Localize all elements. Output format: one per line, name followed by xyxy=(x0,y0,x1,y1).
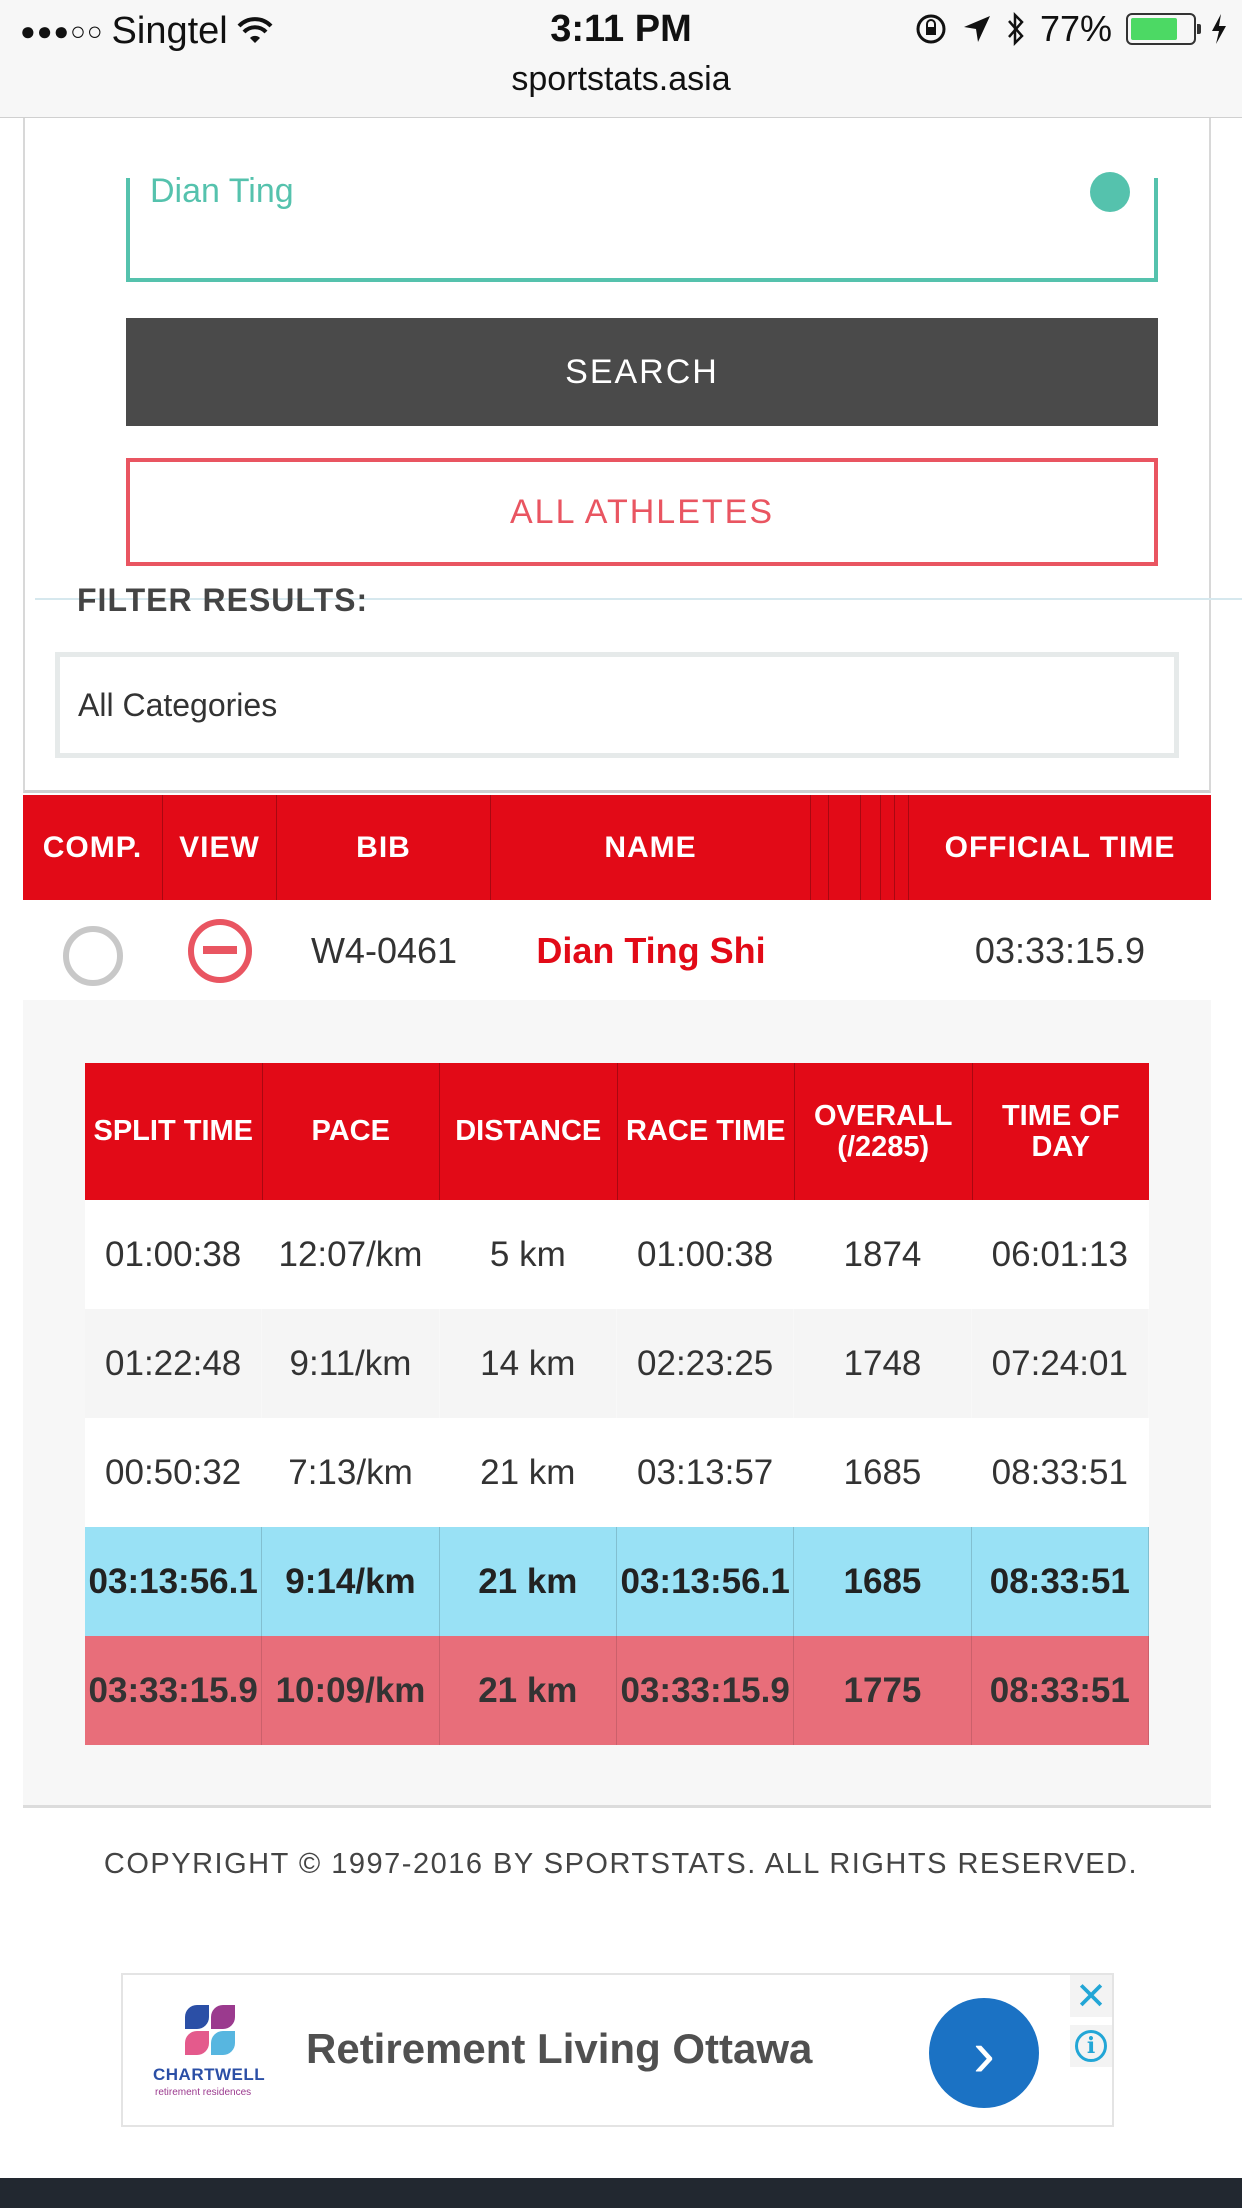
lock-rotation-icon xyxy=(914,12,948,46)
status-right xyxy=(914,8,1228,50)
ad-logo xyxy=(153,2005,266,2105)
bottom-bar xyxy=(0,2178,1242,2208)
pace: 12:07/km xyxy=(262,1200,439,1309)
header-split-time: SPLIT TIME xyxy=(85,1063,263,1200)
split-time: 01:22:48 xyxy=(85,1309,262,1418)
time-of-day: 08:33:51 xyxy=(972,1418,1149,1527)
results-table xyxy=(23,795,1211,1002)
header-overall: OVERALL (/2285) xyxy=(795,1063,973,1200)
header-spacer xyxy=(881,795,895,900)
race-time: 02:23:25 xyxy=(617,1309,794,1418)
header-spacer xyxy=(811,795,829,900)
clock: 3:11 PM xyxy=(550,8,692,50)
split-row-final xyxy=(85,1636,1149,1745)
compare-radio[interactable] xyxy=(63,926,123,986)
split-row xyxy=(85,1200,1149,1309)
splits-header xyxy=(85,1063,1149,1200)
header-pace: PACE xyxy=(263,1063,441,1200)
brand-logo-icon xyxy=(185,2005,241,2057)
race-time: 03:13:56.1 xyxy=(617,1527,794,1636)
split-time: 03:13:56.1 xyxy=(85,1527,262,1636)
compare-cell xyxy=(23,900,163,1002)
ad-brand-sub: retirement residences xyxy=(155,2087,252,2098)
battery-level xyxy=(1131,18,1177,40)
time-of-day: 07:24:01 xyxy=(972,1309,1149,1418)
pace: 9:11/km xyxy=(262,1309,439,1418)
split-row xyxy=(85,1418,1149,1527)
overall: 1874 xyxy=(794,1200,971,1309)
pace: 9:14/km xyxy=(262,1527,439,1636)
battery-percent: 77% xyxy=(1039,8,1112,49)
copyright: COPYRIGHT © 1997-2016 BY SPORTSTATS. ALL RIGHTS RESERVED. xyxy=(103,1848,1139,1880)
filter-label: FILTER RESULTS: xyxy=(77,582,369,618)
close-icon[interactable]: ✕ xyxy=(1070,1975,1112,2017)
location-icon xyxy=(962,14,992,44)
header-name[interactable]: NAME xyxy=(491,795,811,900)
header-view[interactable]: VIEW xyxy=(163,795,277,900)
overall: 1775 xyxy=(794,1636,971,1745)
chevron-right-icon[interactable]: › xyxy=(929,1998,1039,2108)
athlete-name-link[interactable]: Dian Ting Shi xyxy=(536,930,766,971)
splits-table xyxy=(85,1063,1149,1745)
ad-banner[interactable] xyxy=(121,1973,1114,2127)
pace: 10:09/km xyxy=(262,1636,439,1745)
ad-text[interactable]: Retirement Living Ottawa xyxy=(306,2025,813,2072)
header-time-of-day: TIME OF DAY xyxy=(1001,1100,1120,1163)
all-athletes-button[interactable]: ALL ATHLETES xyxy=(126,458,1158,566)
official-time-cell: 03:33:15.9 xyxy=(974,930,1146,971)
header-spacer xyxy=(861,795,881,900)
race-time: 01:00:38 xyxy=(617,1200,794,1309)
header-official-time[interactable]: OFFICIAL TIME xyxy=(944,830,1176,864)
ad-brand: CHARTWELL xyxy=(153,2065,266,2084)
header-bib[interactable]: BIB xyxy=(277,795,491,900)
collapse-icon[interactable] xyxy=(188,919,252,983)
time-of-day: 08:33:51 xyxy=(972,1527,1149,1636)
overall: 1685 xyxy=(794,1527,971,1636)
spacer-cell xyxy=(811,900,909,1002)
results-header xyxy=(23,795,1211,900)
bib-cell: W4-0461 xyxy=(310,930,458,971)
search-button[interactable]: SEARCH xyxy=(126,318,1158,426)
split-row xyxy=(85,1309,1149,1418)
result-row[interactable] xyxy=(23,900,1211,1002)
url-bar[interactable]: sportstats.asia xyxy=(511,60,731,98)
split-row-highlight xyxy=(85,1527,1149,1636)
header-race-time: RACE TIME xyxy=(618,1063,796,1200)
distance: 14 km xyxy=(440,1309,617,1418)
clear-input-icon[interactable] xyxy=(1090,172,1130,212)
view-cell xyxy=(163,900,277,1002)
info-icon[interactable]: i xyxy=(1070,2025,1112,2067)
header-distance: DISTANCE xyxy=(440,1063,618,1200)
bluetooth-icon xyxy=(1006,12,1026,46)
distance: 21 km xyxy=(440,1527,617,1636)
split-time: 00:50:32 xyxy=(85,1418,262,1527)
distance: 21 km xyxy=(440,1636,617,1745)
header-comp[interactable]: COMP. xyxy=(23,795,163,900)
header-spacer xyxy=(829,795,861,900)
splits-panel xyxy=(23,1000,1211,1808)
athlete-name-value: Dian Ting xyxy=(150,172,294,210)
status-bar xyxy=(0,0,1242,118)
category-select[interactable]: All Categories xyxy=(55,652,1179,758)
split-time: 01:00:38 xyxy=(85,1200,262,1309)
race-time: 03:33:15.9 xyxy=(617,1636,794,1745)
time-of-day: 08:33:51 xyxy=(972,1636,1149,1745)
race-time: 03:13:57 xyxy=(617,1418,794,1527)
distance: 21 km xyxy=(440,1418,617,1527)
split-time: 03:33:15.9 xyxy=(85,1636,262,1745)
charging-icon xyxy=(1210,13,1228,45)
distance: 5 km xyxy=(440,1200,617,1309)
signal-icon: ●●●○○ xyxy=(20,16,104,46)
overall: 1748 xyxy=(794,1309,971,1418)
time-of-day: 06:01:13 xyxy=(972,1200,1149,1309)
athlete-name-input[interactable] xyxy=(126,172,1158,282)
pace: 7:13/km xyxy=(262,1418,439,1527)
battery-icon xyxy=(1126,13,1196,45)
carrier-name: Singtel xyxy=(111,10,228,52)
overall: 1685 xyxy=(794,1418,971,1527)
header-spacer xyxy=(895,795,909,900)
